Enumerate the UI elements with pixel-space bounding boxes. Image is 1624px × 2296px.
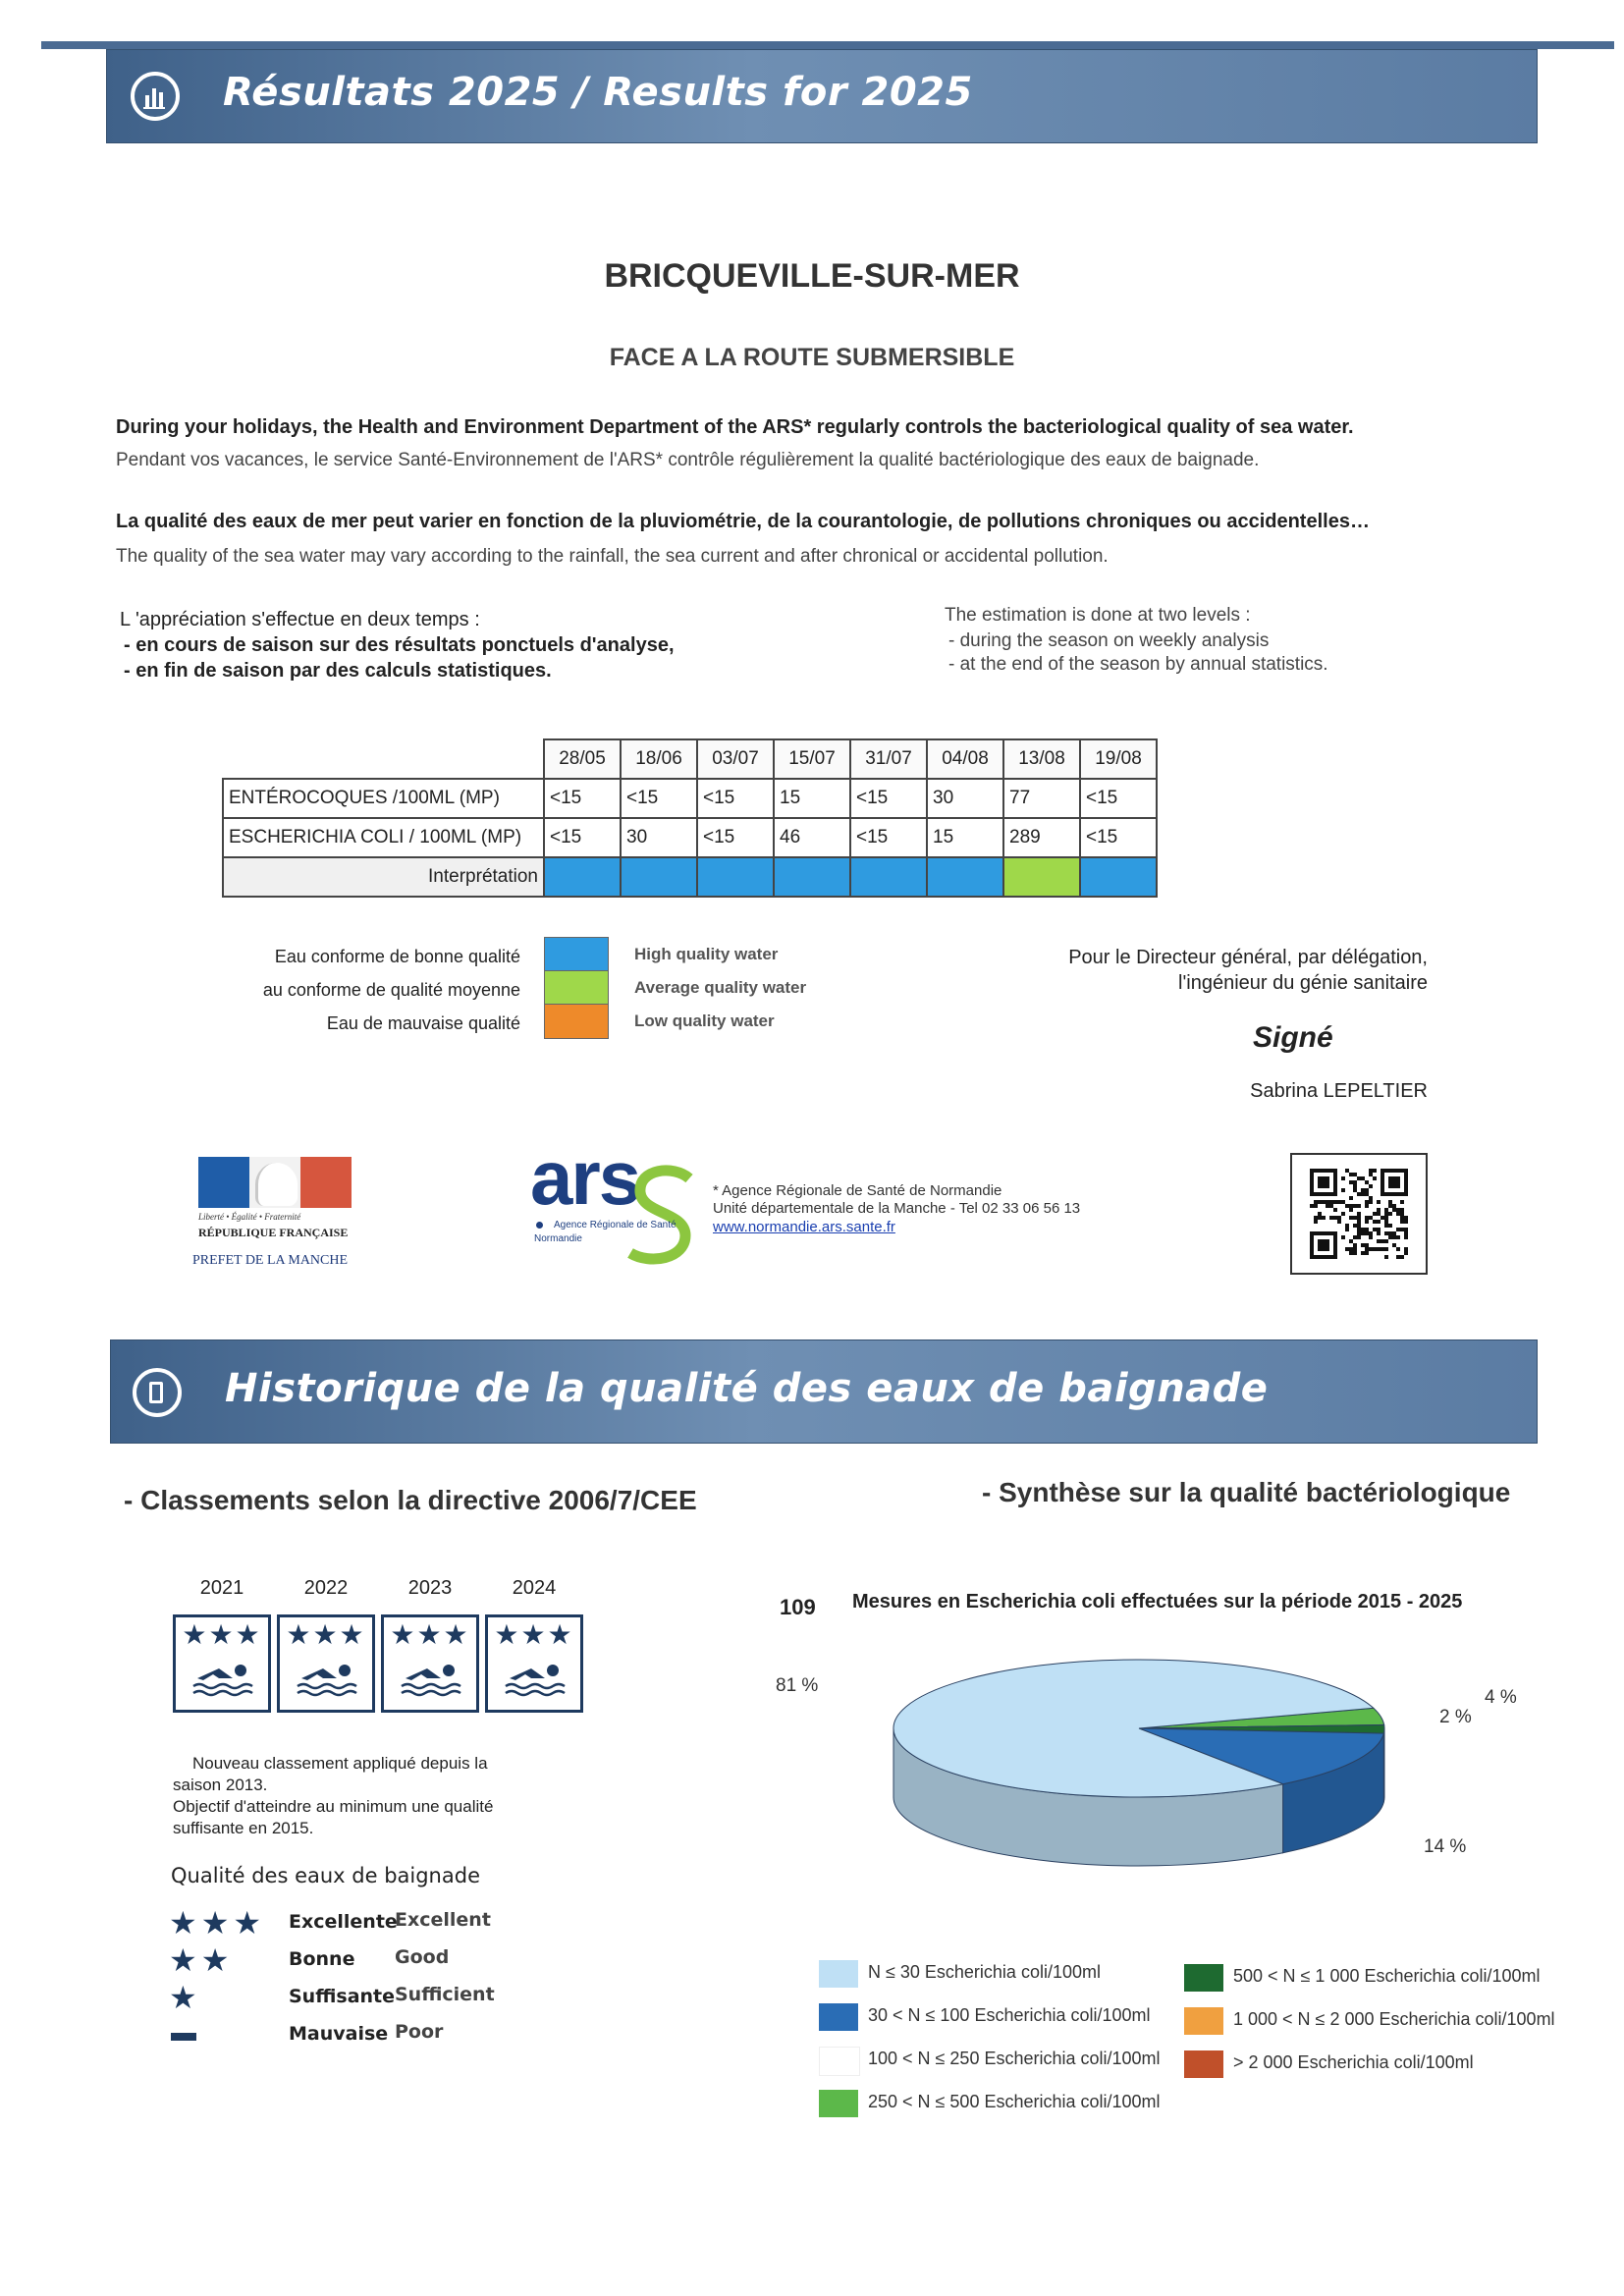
legend-label: > 2 000 Escherichia coli/100ml <box>1233 2052 1474 2072</box>
legend-swatch <box>1184 2050 1223 2078</box>
row-label: ENTÉROCOQUES /100ML (MP) <box>223 779 544 818</box>
quality-stars-icon: ★★ <box>169 1942 234 1978</box>
quality-dash-icon <box>171 2033 196 2041</box>
quality-level-fr: Bonne <box>289 1948 355 1970</box>
intro-p1-en: During your holidays, the Health and Environment Department of the ARS* regularly controls the bacteriological quality of sea water. <box>116 416 1354 438</box>
estimation-en-item-1: - during the season on weekly analysis <box>948 630 1270 651</box>
interpretation-cell <box>927 857 1003 897</box>
year-2021: 2021 <box>199 1577 244 1599</box>
legend-label: 250 < N ≤ 500 Escherichia coli/100ml <box>868 2092 1161 2111</box>
interpretation-cell <box>544 857 621 897</box>
interpretation-cell <box>621 857 697 897</box>
classement-note-3: Objectif d'atteindre au minimum une qualité <box>173 1797 494 1816</box>
value-cell: 30 <box>621 818 697 857</box>
classement-note-2: saison 2013. <box>173 1776 268 1794</box>
swimmer-icon <box>294 1659 362 1698</box>
legend-label: 500 < N ≤ 1 000 Escherichia coli/100ml <box>1233 1966 1541 1986</box>
quality-stars-icon: ★★★ <box>169 1905 266 1941</box>
table-corner <box>223 739 544 779</box>
pie-data-label: 14 % <box>1424 1836 1467 1857</box>
star-icon: ★★★ <box>182 1619 262 1650</box>
classement-badge <box>485 1614 583 1713</box>
table-row-enterocoques <box>223 779 1157 818</box>
rf-motto: Liberté • Égalité • Fraternité <box>198 1212 301 1222</box>
value-cell: <15 <box>1080 779 1157 818</box>
classement-note-4: suffisante en 2015. <box>173 1819 314 1837</box>
value-cell: <15 <box>697 818 774 857</box>
ars-logo-sub2: Normandie <box>534 1233 582 1244</box>
legend-swatch <box>819 2047 860 2076</box>
pie-data-label: 2 % <box>1439 1707 1472 1727</box>
value-cell: <15 <box>544 779 621 818</box>
legend-label: 1 000 < N ≤ 2 000 Escherichia coli/100ml <box>1233 2009 1555 2029</box>
legend-fr-low: Eau de mauvaise qualité <box>326 1013 520 1033</box>
classements-heading: - Classements selon la directive 2006/7/CEE <box>124 1485 697 1515</box>
value-cell: 46 <box>774 818 850 857</box>
value-cell: <15 <box>850 818 927 857</box>
intro-p2-fr: La qualité des eaux de mer peut varier en fonction de la pluviométrie, de la courantologie, de pollutions chroniques ou accidentelles… <box>116 511 1370 532</box>
star-icon: ★★★ <box>494 1619 574 1650</box>
estimation-fr-item-1: - en cours de saison sur des résultats ponctuels d'analyse, <box>124 634 675 656</box>
ars-info-2: Unité départementale de la Manche - Tel 02 33 06 56 13 <box>713 1200 1081 1217</box>
value-cell: 15 <box>927 818 1003 857</box>
qr-code <box>1290 1153 1428 1275</box>
classement-badge <box>381 1614 479 1713</box>
ars-info-1: * Agence Régionale de Santé de Normandie <box>713 1182 1002 1199</box>
pie-data-label: 4 % <box>1485 1687 1517 1708</box>
estimation-fr-item-2: - en fin de saison par des calculs statistiques. <box>124 660 552 682</box>
results-table <box>222 738 1158 898</box>
quality-level-en: Good <box>395 1946 450 1968</box>
quality-levels-title: Qualité des eaux de baignade <box>171 1864 480 1887</box>
date-cell: 03/07 <box>697 739 774 779</box>
value-cell: <15 <box>1080 818 1157 857</box>
pie-data-label: 81 % <box>776 1675 819 1696</box>
interpretation-cell <box>697 857 774 897</box>
swimmer-icon <box>189 1659 258 1698</box>
classement-badge <box>277 1614 375 1713</box>
row-label: ESCHERICHIA COLI / 100ML (MP) <box>223 818 544 857</box>
ars-logo-swoosh <box>624 1165 699 1269</box>
book-icon <box>133 1368 182 1417</box>
interpretation-cell <box>1080 857 1157 897</box>
results-banner <box>106 49 1538 143</box>
star-icon: ★★★ <box>286 1619 366 1650</box>
year-2023: 2023 <box>407 1577 453 1599</box>
signature-line-1: Pour le Directeur général, par délégation, <box>1068 947 1428 968</box>
chart-icon <box>131 72 180 121</box>
value-cell: <15 <box>850 779 927 818</box>
measure-count: 109 <box>780 1595 816 1619</box>
legend-swatch-high <box>544 937 609 972</box>
legend-en-average: Average quality water <box>634 978 807 997</box>
legend-fr-high: Eau conforme de bonne qualité <box>274 947 520 966</box>
date-cell: 31/07 <box>850 739 927 779</box>
interpretation-cell <box>1003 857 1080 897</box>
date-cell: 18/06 <box>621 739 697 779</box>
value-cell: <15 <box>544 818 621 857</box>
quality-level-fr: Excellente <box>289 1911 398 1933</box>
legend-swatch-average <box>544 970 609 1006</box>
ars-website-link[interactable]: www.normandie.ars.sante.fr <box>713 1219 895 1235</box>
table-row-ecoli <box>223 818 1157 857</box>
quality-level-en: Poor <box>395 2021 444 2043</box>
signature-signed: Signé <box>1253 1021 1333 1054</box>
interpretation-cell <box>850 857 927 897</box>
date-cell: 19/08 <box>1080 739 1157 779</box>
legend-label: 30 < N ≤ 100 Escherichia coli/100ml <box>868 2005 1151 2025</box>
classement-badge <box>173 1614 271 1713</box>
quality-level-fr: Suffisante <box>289 1986 396 2007</box>
synthese-heading: - Synthèse sur la qualité bactériologique <box>982 1477 1511 1507</box>
date-cell: 04/08 <box>927 739 1003 779</box>
estimation-en-title: The estimation is done at two levels : <box>945 605 1251 626</box>
row-label: Interprétation <box>223 857 544 897</box>
top-rule <box>41 41 1614 49</box>
legend-fr-average: au conforme de qualité moyenne <box>262 980 520 1000</box>
legend-en-high: High quality water <box>634 945 779 963</box>
quality-level-en: Sufficient <box>395 1984 495 2005</box>
ars-dots-icon <box>536 1222 543 1229</box>
classement-note-1: Nouveau classement appliqué depuis la <box>192 1754 488 1773</box>
quality-stars-icon: ★ <box>169 1980 201 2015</box>
value-cell: 15 <box>774 779 850 818</box>
history-banner <box>110 1339 1538 1444</box>
star-icon: ★★★ <box>390 1619 470 1650</box>
legend-swatch <box>819 2003 858 2031</box>
history-banner-title: Historique de la qualité des eaux de baignade <box>225 1366 1269 1411</box>
ars-logo-word: ars <box>530 1134 640 1221</box>
interpretation-cell <box>774 857 850 897</box>
date-cell: 28/05 <box>544 739 621 779</box>
results-banner-title: Résultats 2025 / Results for 2025 <box>223 70 973 115</box>
value-cell: <15 <box>621 779 697 818</box>
chart-title: Mesures en Escherichia coli effectuées sur la période 2015 - 2025 <box>852 1591 1463 1613</box>
legend-en-low: Low quality water <box>634 1011 775 1030</box>
value-cell: 77 <box>1003 779 1080 818</box>
signature-name: Sabrina LEPELTIER <box>1250 1080 1428 1102</box>
signature-line-2: l'ingénieur du génie sanitaire <box>1178 972 1428 994</box>
swimmer-icon <box>398 1659 466 1698</box>
marianne-logo <box>198 1157 352 1208</box>
ars-logo-sub1: Agence Régionale de Santé <box>554 1220 677 1230</box>
rf-name: RÉPUBLIQUE FRANÇAISE <box>198 1226 349 1239</box>
quality-level-en: Excellent <box>395 1909 491 1931</box>
table-row-interpretation <box>223 857 1157 897</box>
estimation-fr-title: L 'appréciation s'effectue en deux temps : <box>120 609 480 630</box>
intro-p2-en: The quality of the sea water may vary according to the rainfall, the sea current and after chronical or accidental pollution. <box>116 546 1109 567</box>
pie-chart <box>746 1650 1532 1886</box>
value-cell: 30 <box>927 779 1003 818</box>
value-cell: 289 <box>1003 818 1080 857</box>
legend-swatch <box>1184 1964 1223 1992</box>
legend-label: 100 < N ≤ 250 Escherichia coli/100ml <box>868 2049 1161 2068</box>
legend-swatch <box>819 1960 858 1988</box>
prefet-label: PREFET DE LA MANCHE <box>192 1253 349 1268</box>
quality-level-fr: Mauvaise <box>289 2023 389 2045</box>
legend-swatch <box>1184 2007 1223 2035</box>
site-name: FACE A LA ROUTE SUBMERSIBLE <box>609 344 1015 371</box>
year-2024: 2024 <box>512 1577 557 1599</box>
location-name: BRICQUEVILLE-SUR-MER <box>604 257 1020 295</box>
intro-p1-fr: Pendant vos vacances, le service Santé-Environnement de l'ARS* contrôle régulièrement la qualité bactériologique des eaux de baignade. <box>116 450 1260 470</box>
legend-swatch <box>819 2090 858 2117</box>
date-cell: 15/07 <box>774 739 850 779</box>
legend-swatch-low <box>544 1004 609 1039</box>
table-header-row <box>223 739 1157 779</box>
legend-label: N ≤ 30 Escherichia coli/100ml <box>868 1962 1101 1982</box>
value-cell: <15 <box>697 779 774 818</box>
swimmer-icon <box>502 1659 570 1698</box>
date-cell: 13/08 <box>1003 739 1080 779</box>
estimation-en-item-2: - at the end of the season by annual statistics. <box>948 654 1328 675</box>
year-2022: 2022 <box>303 1577 349 1599</box>
